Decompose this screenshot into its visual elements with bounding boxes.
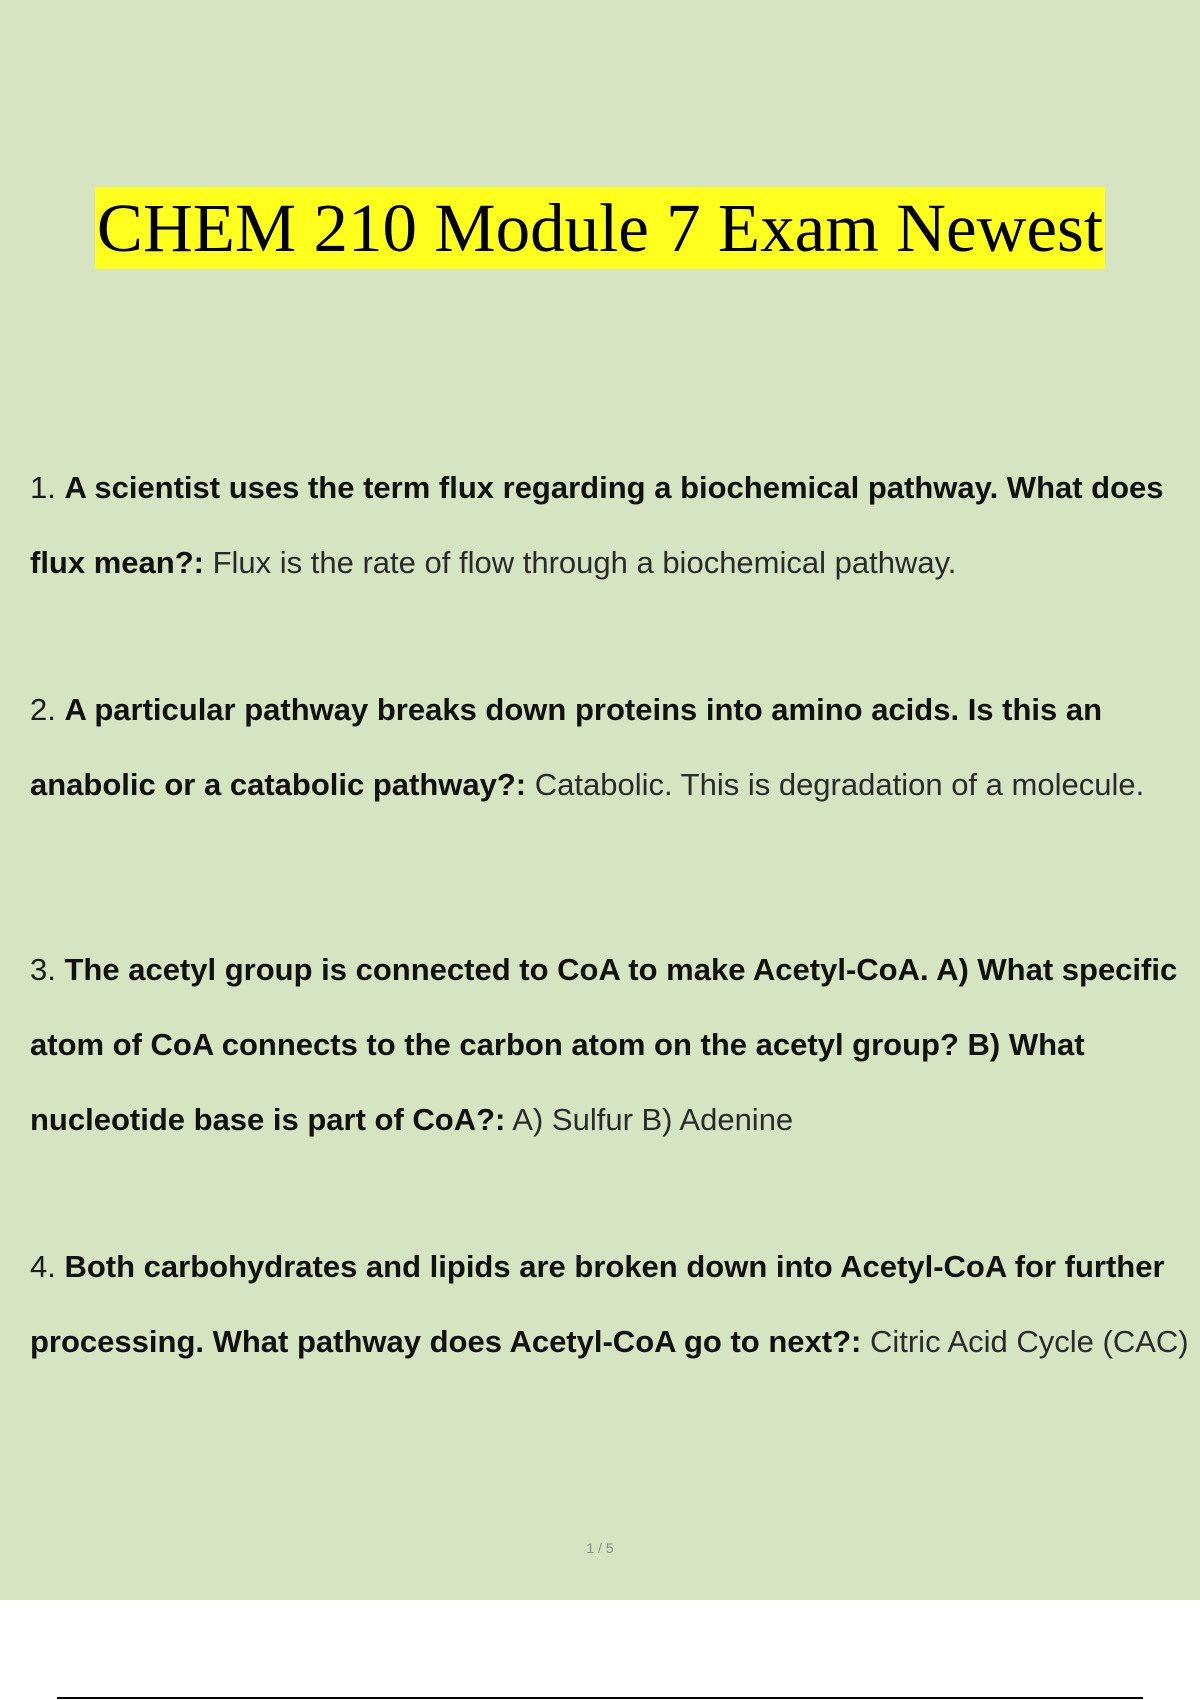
question-text: processing. What pathway does Acetyl-CoA go to next?:	[30, 1324, 862, 1359]
question-text: flux mean?:	[30, 545, 204, 580]
question-2	[30, 672, 1200, 822]
question-text: A scientist uses the term flux regarding a biochemical pathway. What does	[64, 470, 1164, 505]
question-text: A particular pathway breaks down proteins into amino acids. Is this an	[64, 692, 1103, 727]
question-line	[30, 1229, 1200, 1304]
question-number: 3.	[30, 952, 56, 987]
page-number: 1 / 5	[586, 1540, 614, 1556]
question-line	[30, 1082, 1200, 1157]
page-divider	[57, 1697, 1143, 1699]
question-4	[30, 1229, 1200, 1379]
question-number: 1.	[30, 470, 56, 505]
question-number: 2.	[30, 692, 56, 727]
question-number: 4.	[30, 1249, 56, 1284]
title-container	[0, 187, 1200, 269]
question-line	[30, 672, 1200, 747]
question-3	[30, 932, 1200, 1157]
answer-text: A) Sulfur B) Adenine	[512, 1102, 794, 1137]
question-line	[30, 1304, 1200, 1379]
question-line	[30, 1007, 1200, 1082]
question-text: anabolic or a catabolic pathway?:	[30, 767, 527, 802]
question-line	[30, 932, 1200, 1007]
question-line	[30, 747, 1200, 822]
answer-text: Citric Acid Cycle (CAC)	[869, 1324, 1189, 1359]
document-title: CHEM 210 Module 7 Exam Newest	[95, 187, 1105, 269]
question-text: nucleotide base is part of CoA?:	[30, 1102, 506, 1137]
answer-text: Flux is the rate of flow through a biochemical pathway.	[212, 545, 957, 580]
question-line	[30, 525, 1200, 600]
question-line	[30, 450, 1200, 525]
answer-text: Catabolic. This is degradation of a molecule.	[534, 767, 1145, 802]
question-text: atom of CoA connects to the carbon atom on the acetyl group? B) What	[30, 1027, 1085, 1062]
question-text: Both carbohydrates and lipids are broken down into Acetyl-CoA for further	[64, 1249, 1165, 1284]
question-text: The acetyl group is connected to CoA to make Acetyl-CoA. A) What specific	[64, 952, 1178, 987]
question-1	[30, 450, 1200, 600]
